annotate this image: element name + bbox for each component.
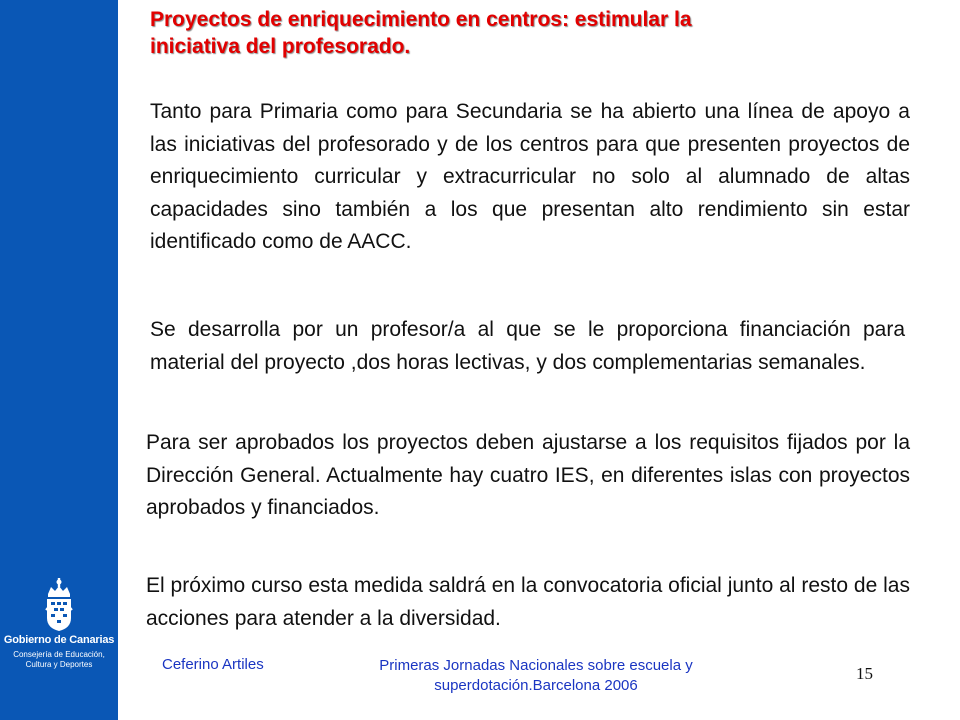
government-logo — [0, 578, 118, 698]
footer-author: Ceferino Artiles — [162, 656, 264, 673]
slide-title-line: Proyectos de enriquecimiento en centros: estimular la — [150, 8, 692, 31]
footer-event-line: superdotación.Barcelona 2006 — [434, 677, 638, 694]
logo-subtitle-line: Cultura y Deportes — [25, 659, 93, 669]
page-number: 15 — [856, 664, 873, 683]
logo-subtitle-line: Consejería de Educación, — [13, 650, 105, 659]
coat-of-arms-icon — [42, 578, 76, 632]
footer-event — [326, 656, 746, 696]
footer-event-line: Primeras Jornadas Nacionales sobre escuela y — [379, 657, 693, 674]
paragraph-next-course: El próximo curso esta medida saldrá en la convocatoria oficial junto al resto de las acciones para atender a la diversidad. — [146, 574, 910, 630]
slide-title-line: iniciativa del profesorado. — [150, 35, 411, 58]
sidebar — [0, 0, 118, 720]
slide-title — [150, 6, 910, 60]
paragraph-teacher-funding: Se desarrolla por un profesor/a al que se le proporciona financiación para material del proyecto ,dos horas lectivas, y dos complementarias semanales. — [150, 318, 905, 374]
logo-subtitle — [0, 650, 118, 669]
paragraph-support-line: Tanto para Primaria como para Secundaria se ha abierto una línea de apoyo a las iniciativas del profesorado y de los centros para que presenten proyectos de enriquecimiento curricular y extracurricular no solo al alumnado de altas capacidades sino también a los que presentan alto rendimiento sin estar identificado como de AACC. — [150, 100, 910, 253]
paragraph-approval-requirements: Para ser aprobados los proyectos deben ajustarse a los requisitos fijados por la Dirección General. Actualmente hay cuatro IES, en diferentes islas con proyectos aprobados y financiados. — [146, 431, 910, 519]
logo-title: Gobierno de Canarias — [3, 634, 115, 646]
